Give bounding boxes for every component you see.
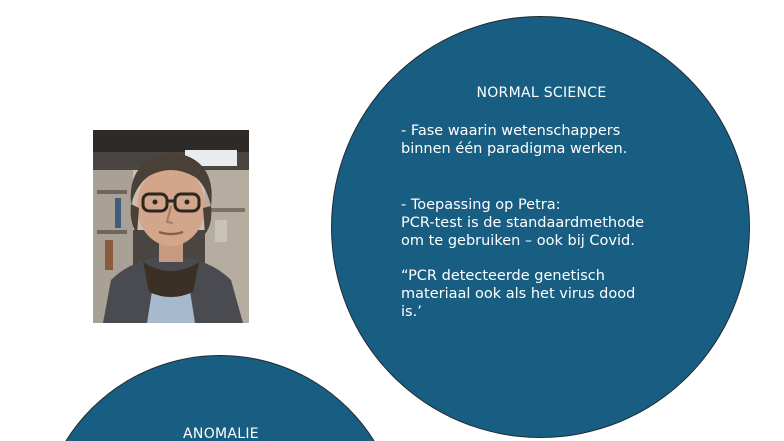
normal-science-circle	[331, 16, 750, 438]
normal-science-point-1: - Fase waarin wetenschappers binnen één paradigma werken.	[401, 123, 628, 157]
normal-science-point-2: - Toepassing op Petra: PCR-test is de standaardmethode om te gebruiken – ook bij Covid.	[401, 197, 645, 249]
normal-science-body	[401, 122, 701, 321]
anomalie-title: ANOMALIE	[183, 426, 259, 441]
anomalie-circle	[38, 355, 402, 441]
normal-science-quote: “PCR detecteerde genetisch materiaal ook als het virus dood is.’	[401, 268, 636, 320]
normal-science-title: NORMAL SCIENCE	[476, 85, 607, 101]
portrait-photo	[93, 130, 249, 323]
